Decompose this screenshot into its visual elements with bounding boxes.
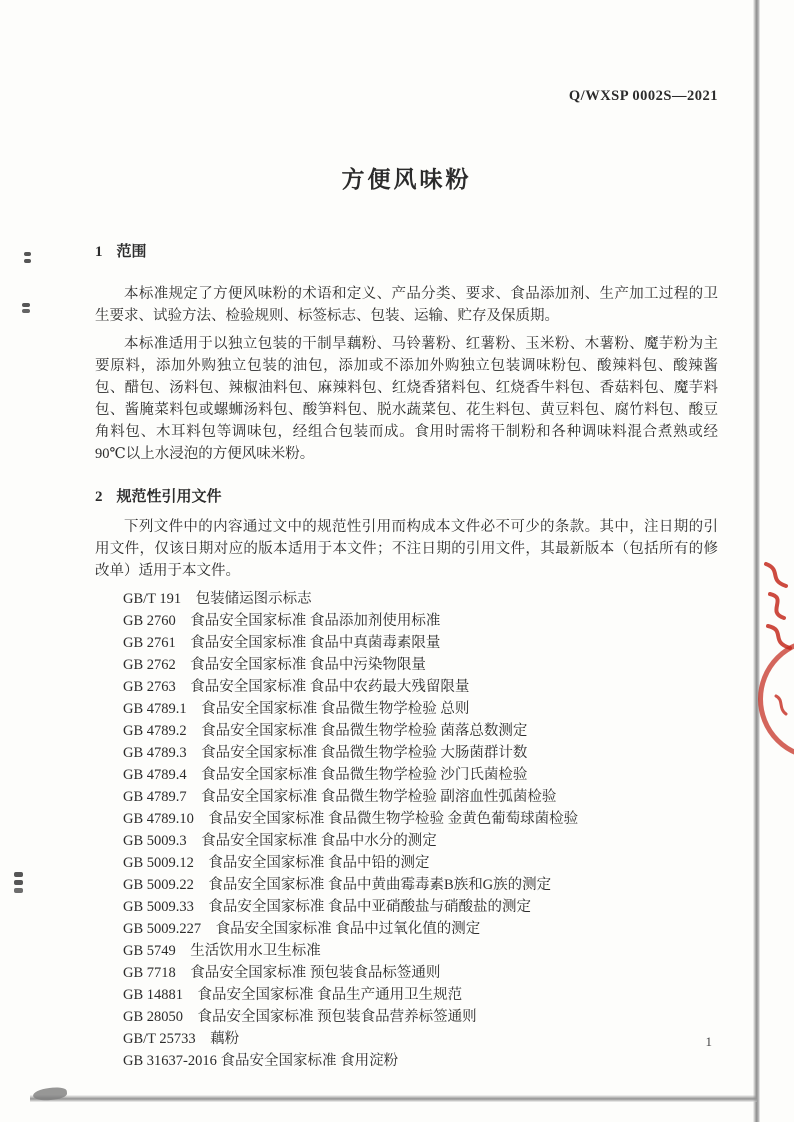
section-1-number: 1: [95, 244, 103, 260]
reference-item: GB 2762 食品安全国家标准 食品中污染物限量: [123, 657, 426, 673]
reference-item: GB/T 25733 藕粉: [123, 1031, 240, 1047]
normative-intro: 下列文件中的内容通过文中的规范性引用而构成本文件必不可少的条款。其中，注日期的引用文件，仅该日期对应的版本适用于本文件；不注日期的引用文件，其最新版本（包括所有的修改单）适用于本文件。: [95, 519, 718, 579]
scan-artifact: [24, 252, 31, 256]
reference-item: GB 4789.7 食品安全国家标准 食品微生物学检验 副溶血性弧菌检验: [123, 789, 557, 805]
reference-item: GB 5749 生活饮用水卫生标准: [123, 943, 321, 959]
reference-item: GB 5009.33 食品安全国家标准 食品中亚硝酸盐与硝酸盐的测定: [123, 899, 532, 915]
red-seal-inner-mark-icon: [774, 694, 788, 716]
red-seal-inner-strokes: [774, 694, 788, 716]
scope-paragraph-2: 本标准适用于以独立包装的干制旱藕粉、马铃薯粉、红薯粉、玉米粉、木薯粉、魔芋粉为主要原料，添加外购独立包装的油包，添加或不添加外购独立包装调味粉包、酸辣料包、酸辣酱包、醋包、汤料包、辣椒油料包、麻辣料包、红烧香猪料包、红烧香牛料包、香菇料包、魔芋料包、酱腌菜料包或螺蛳汤料包、酸笋料包、脱水蔬菜包、花生料包、黄豆料包、腐竹料包、酸豆角料包、木耳料包等调味包，经组合包装而成。食用时需将干制粉和各种调味料混合煮熟或经90℃以上水浸泡的方便风味米粉。: [95, 336, 718, 462]
references-list: [123, 588, 718, 1072]
section-2-number: 2: [95, 489, 103, 505]
reference-item: GB 5009.227 食品安全国家标准 食品中过氧化值的测定: [123, 921, 481, 937]
red-stamp-strokes: [760, 560, 794, 652]
section-2-title: 规范性引用文件: [116, 489, 222, 505]
reference-item: GB 28050 食品安全国家标准 预包装食品营养标签通则: [123, 1009, 477, 1025]
page-edge-shadow-right: [753, 0, 760, 1122]
page-number: 1: [705, 1034, 712, 1049]
section-1-title: 范围: [116, 244, 147, 260]
reference-item: GB 14881 食品安全国家标准 食品生产通用卫生规范: [123, 987, 463, 1003]
reference-item: GB 4789.1 食品安全国家标准 食品微生物学检验 总则: [123, 701, 470, 717]
reference-item: GB 5009.22 食品安全国家标准 食品中黄曲霉毒素B族和G族的测定: [123, 877, 552, 893]
reference-item: GB 2761 食品安全国家标准 食品中真菌毒素限量: [123, 635, 441, 651]
doc-number: Q/WXSP 0002S—2021: [568, 88, 718, 104]
document-title: 方便风味粉: [341, 167, 472, 192]
reference-item: GB 5009.12 食品安全国家标准 食品中铅的测定: [123, 855, 430, 871]
section-2-heading: [95, 485, 718, 506]
reference-item: GB 2763 食品安全国家标准 食品中农药最大残留限量: [123, 679, 470, 695]
reference-item: GB 4789.10 食品安全国家标准 食品微生物学检验 金黄色葡萄球菌检验: [123, 811, 579, 827]
reference-item: GB 2760 食品安全国家标准 食品添加剂使用标准: [123, 613, 441, 629]
scan-artifact: [14, 872, 23, 877]
reference-item: GB 4789.2 食品安全国家标准 食品微生物学检验 菌落总数测定: [123, 723, 528, 739]
scan-artifact: [22, 303, 30, 307]
page-edge-shadow-bottom: [30, 1095, 757, 1102]
reference-item: GB 5009.3 食品安全国家标准 食品中水分的测定: [123, 833, 437, 849]
page-content: [0, 88, 794, 1072]
scope-paragraph-1: 本标准规定了方便风味粉的术语和定义、产品分类、要求、食品添加剂、生产加工过程的卫生要求、试验方法、检验规则、标签标志、包装、运输、贮存及保质期。: [95, 286, 718, 324]
reference-item: GB 7718 食品安全国家标准 预包装食品标签通则: [123, 965, 441, 981]
red-stamp-icon: [760, 560, 794, 652]
reference-item: GB 31637-2016 食品安全国家标准 食用淀粉: [123, 1053, 399, 1069]
reference-item: GB 4789.4 食品安全国家标准 食品微生物学检验 沙门氏菌检验: [123, 767, 528, 783]
reference-item: GB 4789.3 食品安全国家标准 食品微生物学检验 大肠菌群计数: [123, 745, 528, 761]
section-1-heading: [95, 240, 718, 261]
reference-item: GB/T 191 包装储运图示标志: [123, 591, 312, 607]
